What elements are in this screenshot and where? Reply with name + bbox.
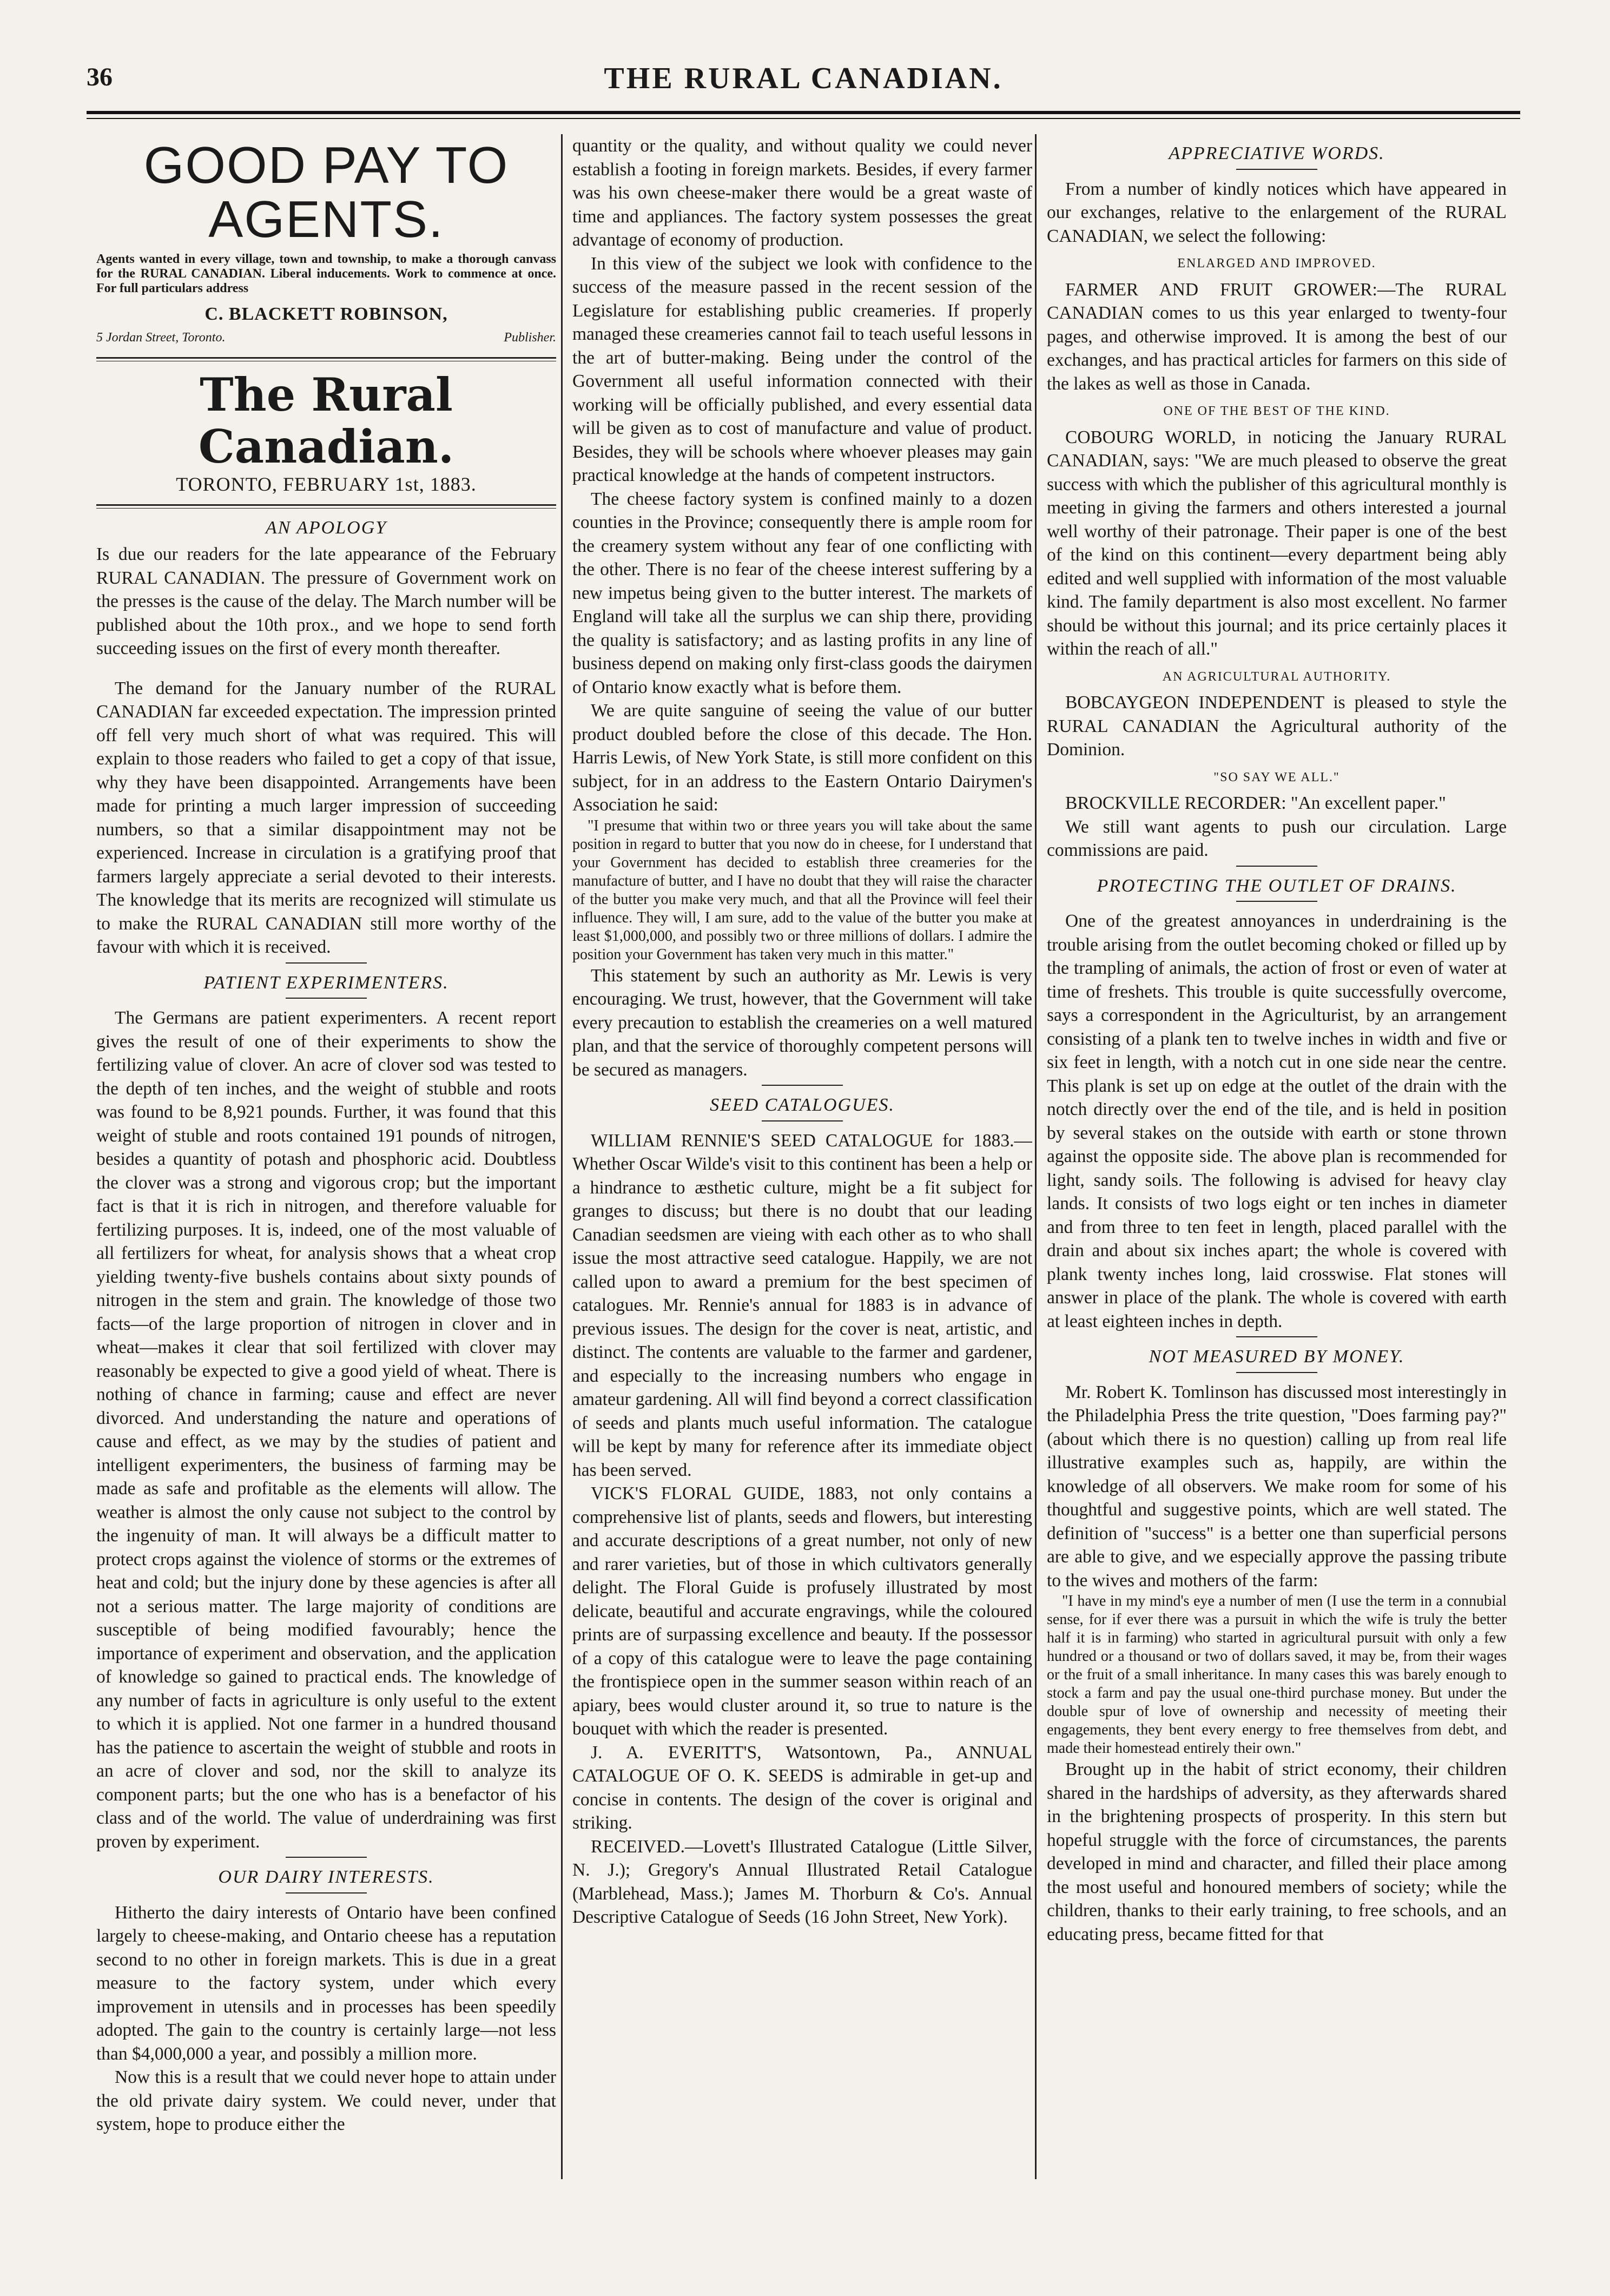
article-paragraph: One of the greatest annoyances in underdraining is the trouble arising from the outlet becoming choked or filled up by the trampling of animals, the action of frost or even of water at time of freshets. This trouble is quite successfully overcome, says a correspondent in the Agriculturist, by an arrangement consisting of a plank ten to twelve inches in width and five or six feet in length, with a notch cut in one side near the centre. This plank is set up on edge at the outlet of the drain with the notch directly over the end of the tile, and is held in position by several stakes on the outside with earth or stone thrown against the opposite side. The above plan is recommended for light, sandy soils. The following is advised for heavy clay lands. It consists of two logs eight or ten inches in diameter and from three to ten feet in length, placed parallel with the drain and about six inches apart; the whole is covered with plank twenty inches long, laid crosswise. Flat stones will answer in place of the plank. The whole is covered with earth at least eighteen inches in depth.: [1047, 911, 1507, 1331]
ad-footer: [96, 326, 556, 350]
block-quote: "I have in my mind's eye a number of men (I use the term in a connubial sense, for if ever there was a pursuit in which the wife is truly the better half it is in farming) who started in agricultural pursuit with only a few hundred or a thousand or two of dollars saved, it may be, from their wages or the fruit of a small inheritance. In many cases this was barely enough to stock a farm and pay the usual one-third purchase money. But under the double spur of love of ownership and necessity of meeting their engagements, they bent every energy to free themselves from debt, and made their homestead entirely their own.": [1047, 1593, 1507, 1757]
article-paragraph: Now this is a result that we could never hope to attain under the old private dairy system. We could never, under that system, hope to produce either the: [96, 2067, 556, 2134]
sub-heading: "SO SAY WE ALL.": [1213, 770, 1340, 784]
article-paragraph: quantity or the quality, and without quality we could never establish a footing in foreign markets. Besides, if every farmer was his own cheese-maker there would be a great waste of time and appliances. The factory system possesses the great advantage of economy of production.: [572, 136, 1032, 250]
divider: [762, 1085, 843, 1086]
page-number: 36: [87, 63, 113, 91]
running-title: THE RURAL CANADIAN.: [604, 62, 1003, 95]
section-heading: SEED CATALOGUES.: [710, 1095, 895, 1115]
column-1: [96, 134, 556, 2185]
article-paragraph: From a number of kindly notices which have appeared in our exchanges, relative to the enlargement of the RURAL CANADIAN, we select the following:: [1047, 179, 1507, 246]
column-3: [1047, 134, 1507, 2185]
section-heading: APPRECIATIVE WORDS.: [1169, 143, 1385, 163]
header-rule-thin: [87, 118, 1520, 119]
article-paragraph: FARMER AND FRUIT GROWER:—The RURAL CANADIAN comes to us this year enlarged to twenty-four pages, and otherwise improved. It is among the best of our exchanges, and has practical articles for farmers on this side of the lakes as well as those in Canada.: [1047, 279, 1507, 394]
ad-address: 5 Jordan Street, Toronto.: [96, 330, 226, 345]
article-paragraph: We still want agents to push our circulation. Large commissions are paid.: [1047, 816, 1507, 860]
article-paragraph: In this view of the subject we look with confidence to the success of the measure passed in the recent session of the Legislature for establishing public creameries. If properly managed these creameries cannot fail to teach useful lessons in the art of butter-making. Being under the control of the Government all useful information connected with their working will be officially published, and every essential data will be given as to cost of manufacture and value of product. Besides, they will be schools where whoever pleases may gain practical knowledge at the hands of competent instructors.: [572, 253, 1032, 485]
section-heading: PATIENT EXPERIMENTERS.: [203, 972, 449, 993]
section-heading: AN APOLOGY: [265, 517, 387, 538]
header-rule-thick: [87, 111, 1520, 114]
article-paragraph: Mr. Robert K. Tomlinson has discussed most interestingly in the Philadelphia Press the trite question, "Does farming pay?" (about which there is no question) calling up from real life illustrative examples such as, happily, are within the knowledge of all observers. We make room for some of his thoughtful and suggestive points, which are well stated. The definition of "success" is a better one than superficial persons are able to give, and we especially approve the passing tribute to the wives and mothers of the farm:: [1047, 1382, 1507, 1591]
sub-heading: ONE OF THE BEST OF THE KIND.: [1163, 404, 1390, 418]
divider: [1236, 901, 1317, 902]
column-rule-right: [1035, 134, 1037, 2179]
block-quote: "I presume that within two or three years you will take about the same position in regard to butter that you now do in cheese, for I understand that your Government has decided to establish three creameries for the manufacture of butter, and I have no doubt that they will raise the character of the butter you make very much, and that all the Province will feel their influence. They will, I am sure, add to the value of the butter you make at least $1,000,000, and possibly two or three millions of dollars. I admire the position your Government has taken very much in this matter.": [572, 817, 1032, 963]
divider: [286, 1892, 367, 1893]
ad-text: Agents wanted in every village, town and township, to make a thorough canvass for the RURAL CANADIAN. Liberal inducements. Work to commence at once. For full particulars address: [96, 252, 556, 295]
column-2: [572, 134, 1032, 2185]
article-paragraph: The demand for the January number of the RURAL CANADIAN far exceeded expectation. The impression printed off fell very much short of what was required. This will explain to those readers who failed to get a copy of that issue, why they have been disappointed. Arrangements have been made for printing a much larger impression of succeeding numbers, so that a similar disappointment may not be experienced. Increase in circulation is a gratifying proof that farmers largely appreciate a serial devoted to their interests. The knowledge that its merits are recognized will stimulate us to make the RURAL CANADIAN still more worthy of the favour with which it is received.: [96, 678, 556, 957]
divider: [96, 357, 556, 361]
article-paragraph: Hitherto the dairy interests of Ontario have been confined largely to cheese-making, and Ontario cheese has a reputation second to no other in foreign markets. This is due in a great measure to the factory system, under which every improvement in utensils and in processes has been speedily adopted. The gain to the country is certainly large—not less than $4,000,000 a year, and possibly a million more.: [96, 1902, 556, 2064]
sub-heading: ENLARGED AND IMPROVED.: [1177, 256, 1376, 270]
divider: [96, 504, 556, 509]
article-paragraph: This statement by such an authority as Mr. Lewis is very encouraging. We trust, however, that the Government will take every precaution to establish the creameries on a well matured plan, and that the service of thoroughly competent persons will be secured as managers.: [572, 965, 1032, 1080]
masthead: [87, 51, 1520, 111]
article-paragraph: RECEIVED.—Lovett's Illustrated Catalogue (Little Silver, N. J.); Gregory's Annual Illustrated Retail Catalogue (Marblehead, Mass.); James M. Thorburn & Co's. Annual Descriptive Catalogue of Seeds (16 John Street, New York).: [572, 1836, 1032, 1927]
article-paragraph: Brought up in the habit of strict economy, their children shared in the hardships of adversity, as they afterwards shared in the brightening prospects of prosperity. In this stern but hopeful struggle with the force of circumstances, the parents developed in mind and character, and filled their place among the most useful and honoured members of society; while the children, thanks to their early training, to free schools, and an educating press, became fitted for that: [1047, 1759, 1507, 1944]
column-rule-left: [561, 134, 563, 2179]
article-paragraph: VICK'S FLORAL GUIDE, 1883, not only contains a comprehensive list of plants, seeds and flowers, but interesting and accurate descriptions of a great number, not only of new and rarer varieties, but of those in which cultivators generally delight. The Floral Guide is profusely illustrated by most delicate, beautiful and accurate engravings, while the coloured prints are of surpassing excellence and beauty. If the possessor of a copy of this catalogue were to leave the page containing the frontispiece open in the summer season within reach of an apiary, bees would cluster around it, so true to nature is the bouquet with which the reader is presented.: [572, 1483, 1032, 1739]
divider: [286, 962, 367, 964]
section-heading: PROTECTING THE OUTLET OF DRAINS.: [1097, 875, 1457, 896]
article-paragraph: The Germans are patient experimenters. A recent report gives the result of one of their experiments to show the fertilizing value of clover. An acre of clover sod was tested to the depth of ten inches, and the weight of stubble and roots was found to be 8,921 pounds. Further, it was found that this weight of stuble and roots contained 191 pounds of nitrogen, besides a quantity of potash and phosphoric acid. Doubtless the clover was a strong and vigorous crop; but the important fact is that it is rich in nitrogen, and therefore valuable for fertilizing purposes. It is, indeed, one of the most valuable of all fertilizers for wheat, for analysis shows that a wheat crop yielding twenty-five bushels contains about sixty pounds of nitrogen in the stem and grain. The knowledge of those two facts—of the large proportion of nitrogen in clover and in wheat—makes it clear that soil fertilized with clover may reasonably be expected to give a good yield of wheat. There is nothing of chance in farming; cause and effect are never divorced. And understanding the nature and operations of cause and effect, as we may by the studies of patient and intelligent experimenters, the business of farming may be made as safe and profitable as the elements will allow. The weather is almost the only cause not subject to the control by the ingenuity of man. It will always be a difficult matter to protect crops against the violence of storms or the extremes of heat and cold; but the injury done by these agencies is after all not a serious matter. The large majority of conditions are susceptible of being modified favourably; hence the importance of experiment and observation, and the application of knowledge so gained to practical ends. The knowledge of any number of facts in agriculture is only useful to the extent to which it is applied. Not one farmer in a hundred thousand has the patience to ascertain the weight of stubble and roots in an acre of clover and sod, nor the skill to analyze its component parts; but the one who has is a benefactor of his class and of the world. The value of underdraining was first proven by experiment.: [96, 1008, 556, 1852]
article-paragraph: WILLIAM RENNIE'S SEED CATALOGUE for 1883.—Whether Oscar Wilde's visit to this continent has been a help or a hindrance to æsthetic culture, might be a fit subject for granges to discuss; but there is no doubt that our leading Canadian seedsmen are vieing with each other as to who shall issue the most attractive seed catalogue. Happily, we are not called upon to award a premium for the best specimen of catalogues. Mr. Rennie's annual for 1883 is in advance of previous issues. The design for the cover is neat, artistic, and distinct. The contents are valuable to the farmer and gardener, and especially to the increasing numbers who engage in amateur gardening. All will find beyond a correct classification of seeds and plants much useful information. The catalogue will be kept by many for reference after its immediate object has been served.: [572, 1130, 1032, 1480]
article-paragraph: J. A. EVERITT'S, Watsontown, Pa., ANNUAL CATALOGUE OF O. K. SEEDS is admirable in get-up and concise in contents. The design of the cover is original and striking.: [572, 1742, 1032, 1833]
article-paragraph: BROCKVILLE RECORDER: "An excellent paper.": [1065, 793, 1446, 813]
article-paragraph: Is due our readers for the late appearance of the February RURAL CANADIAN. The pressure of Government work on the presses is the cause of the delay. The March number will be published about the 10th prox., and we hope to send forth succeeding issues on the first of every month thereafter.: [96, 544, 556, 658]
divider: [1236, 1372, 1317, 1373]
divider: [286, 1857, 367, 1858]
article-paragraph: The cheese factory system is confined mainly to a dozen counties in the Province; consequently there is ample room for the creamery system without any fear of one conflicting with the other. There is no fear of the cheese interest suffering by a new impetus being given to the butter interest. The markets of England will take all the surplus we can ship there, providing the quality is satisfactory; and as lasting profits in any line of business depend on making only first-class goods the dairymen of Ontario know exactly what is before them.: [572, 489, 1032, 697]
section-heading: OUR DAIRY INTERESTS.: [218, 1867, 434, 1887]
article-paragraph: BOBCAYGEON INDEPENDENT is pleased to style the RURAL CANADIAN the Agricultural authority of the Dominion.: [1047, 692, 1507, 760]
divider: [1236, 169, 1317, 170]
article-paragraph: COBOURG WORLD, in noticing the January RURAL CANADIAN, says: "We are much pleased to observe the great success with which the publisher of this agricultural monthly is meeting in giving the farmers and others interested a journal well worthy of their patronage. Their paper is one of the best of the kind on this continent—every department being ably edited and well supplied with information of the most valuable kind. The family department is also most excellent. No farmer should be without this journal; and its price certainly places it within the reach of all.": [1047, 427, 1507, 659]
dateline: TORONTO, FEBRUARY 1st, 1883.: [176, 473, 477, 495]
ad-publisher-name: C. BLACKETT ROBINSON,: [204, 304, 448, 324]
nameplate: The Rural Canadian.: [198, 368, 454, 473]
divider: [762, 1120, 843, 1121]
section-heading: NOT MEASURED BY MONEY.: [1149, 1347, 1405, 1367]
sub-heading: AN AGRICULTURAL AUTHORITY.: [1162, 669, 1391, 684]
divider: [1236, 866, 1317, 867]
divider: [1236, 1336, 1317, 1337]
ad-title: GOOD PAY TO AGENTS.: [143, 136, 509, 248]
ad-role: Publisher.: [504, 330, 556, 345]
divider: [286, 998, 367, 999]
article-paragraph: We are quite sanguine of seeing the value of our butter product doubled before the close of this decade. The Hon. Harris Lewis, of New York State, is still more confident on this subject, for in an address to the Eastern Ontario Dairymen's Association he said:: [572, 701, 1032, 815]
